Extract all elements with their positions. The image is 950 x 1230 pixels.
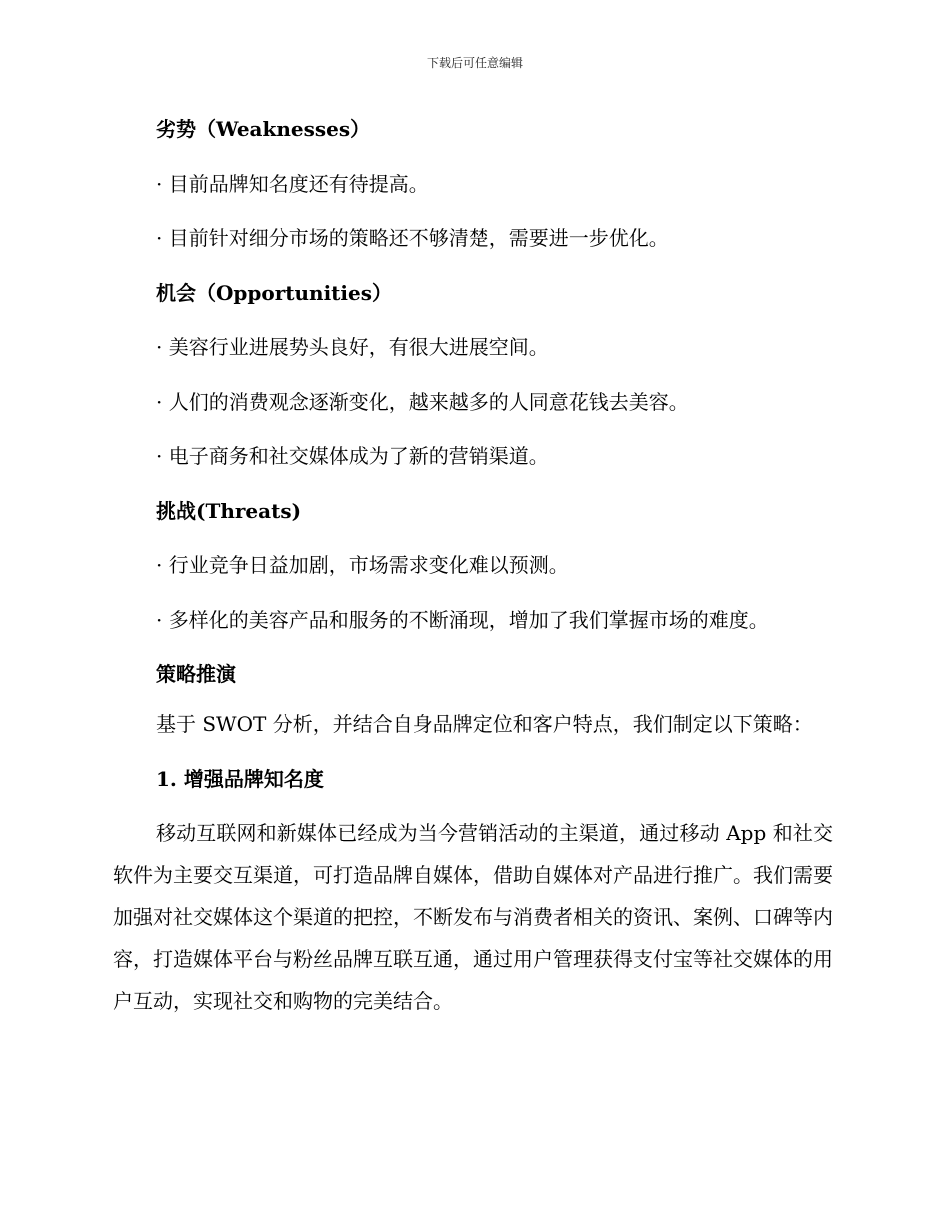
- page-header: 下载后可任意编辑: [426, 56, 523, 70]
- bullet-item: · 目前品牌知名度还有待提高。: [156, 171, 429, 196]
- bullet-item: · 多样化的美容产品和服务的不断涌现，增加了我们掌握市场的难度。: [156, 607, 769, 632]
- heading-weaknesses: 劣势（Weaknesses）: [156, 117, 371, 141]
- document-body: [113, 108, 833, 1035]
- heading-threats: 挑战(Threats): [156, 498, 302, 523]
- heading-opportunities: 机会（Opportunities）: [156, 280, 393, 305]
- bullet-item: · 电子商务和社交媒体成为了新的营销渠道。: [156, 444, 549, 468]
- heading-brand-awareness: 1. 增强品牌知名度: [156, 766, 324, 791]
- heading-strategy: 策略推演: [156, 662, 236, 686]
- bullet-item: · 目前针对细分市场的策略还不够清楚，需要进一步优化。: [156, 226, 669, 250]
- bullet-item: · 行业竞争日益加剧，市场需求变化难以预测。: [156, 553, 569, 577]
- paragraph-brand-awareness: 移动互联网和新媒体已经成为当今营销活动的主渠道，通过移动 App 和社交软件为主要交互渠道，可打造品牌自媒体，借助自媒体对产品进行推广。我们需要加强对社交媒体这个渠道的把控，不断发布与消费者相关的资讯、案例、口碑等内容，打造媒体平台与粉丝品牌互联互通，通过用户管理获得支付宝等社交媒体的用户互动，实现社交和购物的完美结合。: [113, 821, 833, 1013]
- bullet-item: · 美容行业进展势头良好，有很大进展空间。: [156, 335, 549, 359]
- bullet-item: · 人们的消费观念逐渐变化，越来越多的人同意花钱去美容。: [156, 389, 689, 414]
- paragraph-strategy-intro: 基于 SWOT 分析，并结合自身品牌定位和客户特点，我们制定以下策略：: [156, 712, 813, 736]
